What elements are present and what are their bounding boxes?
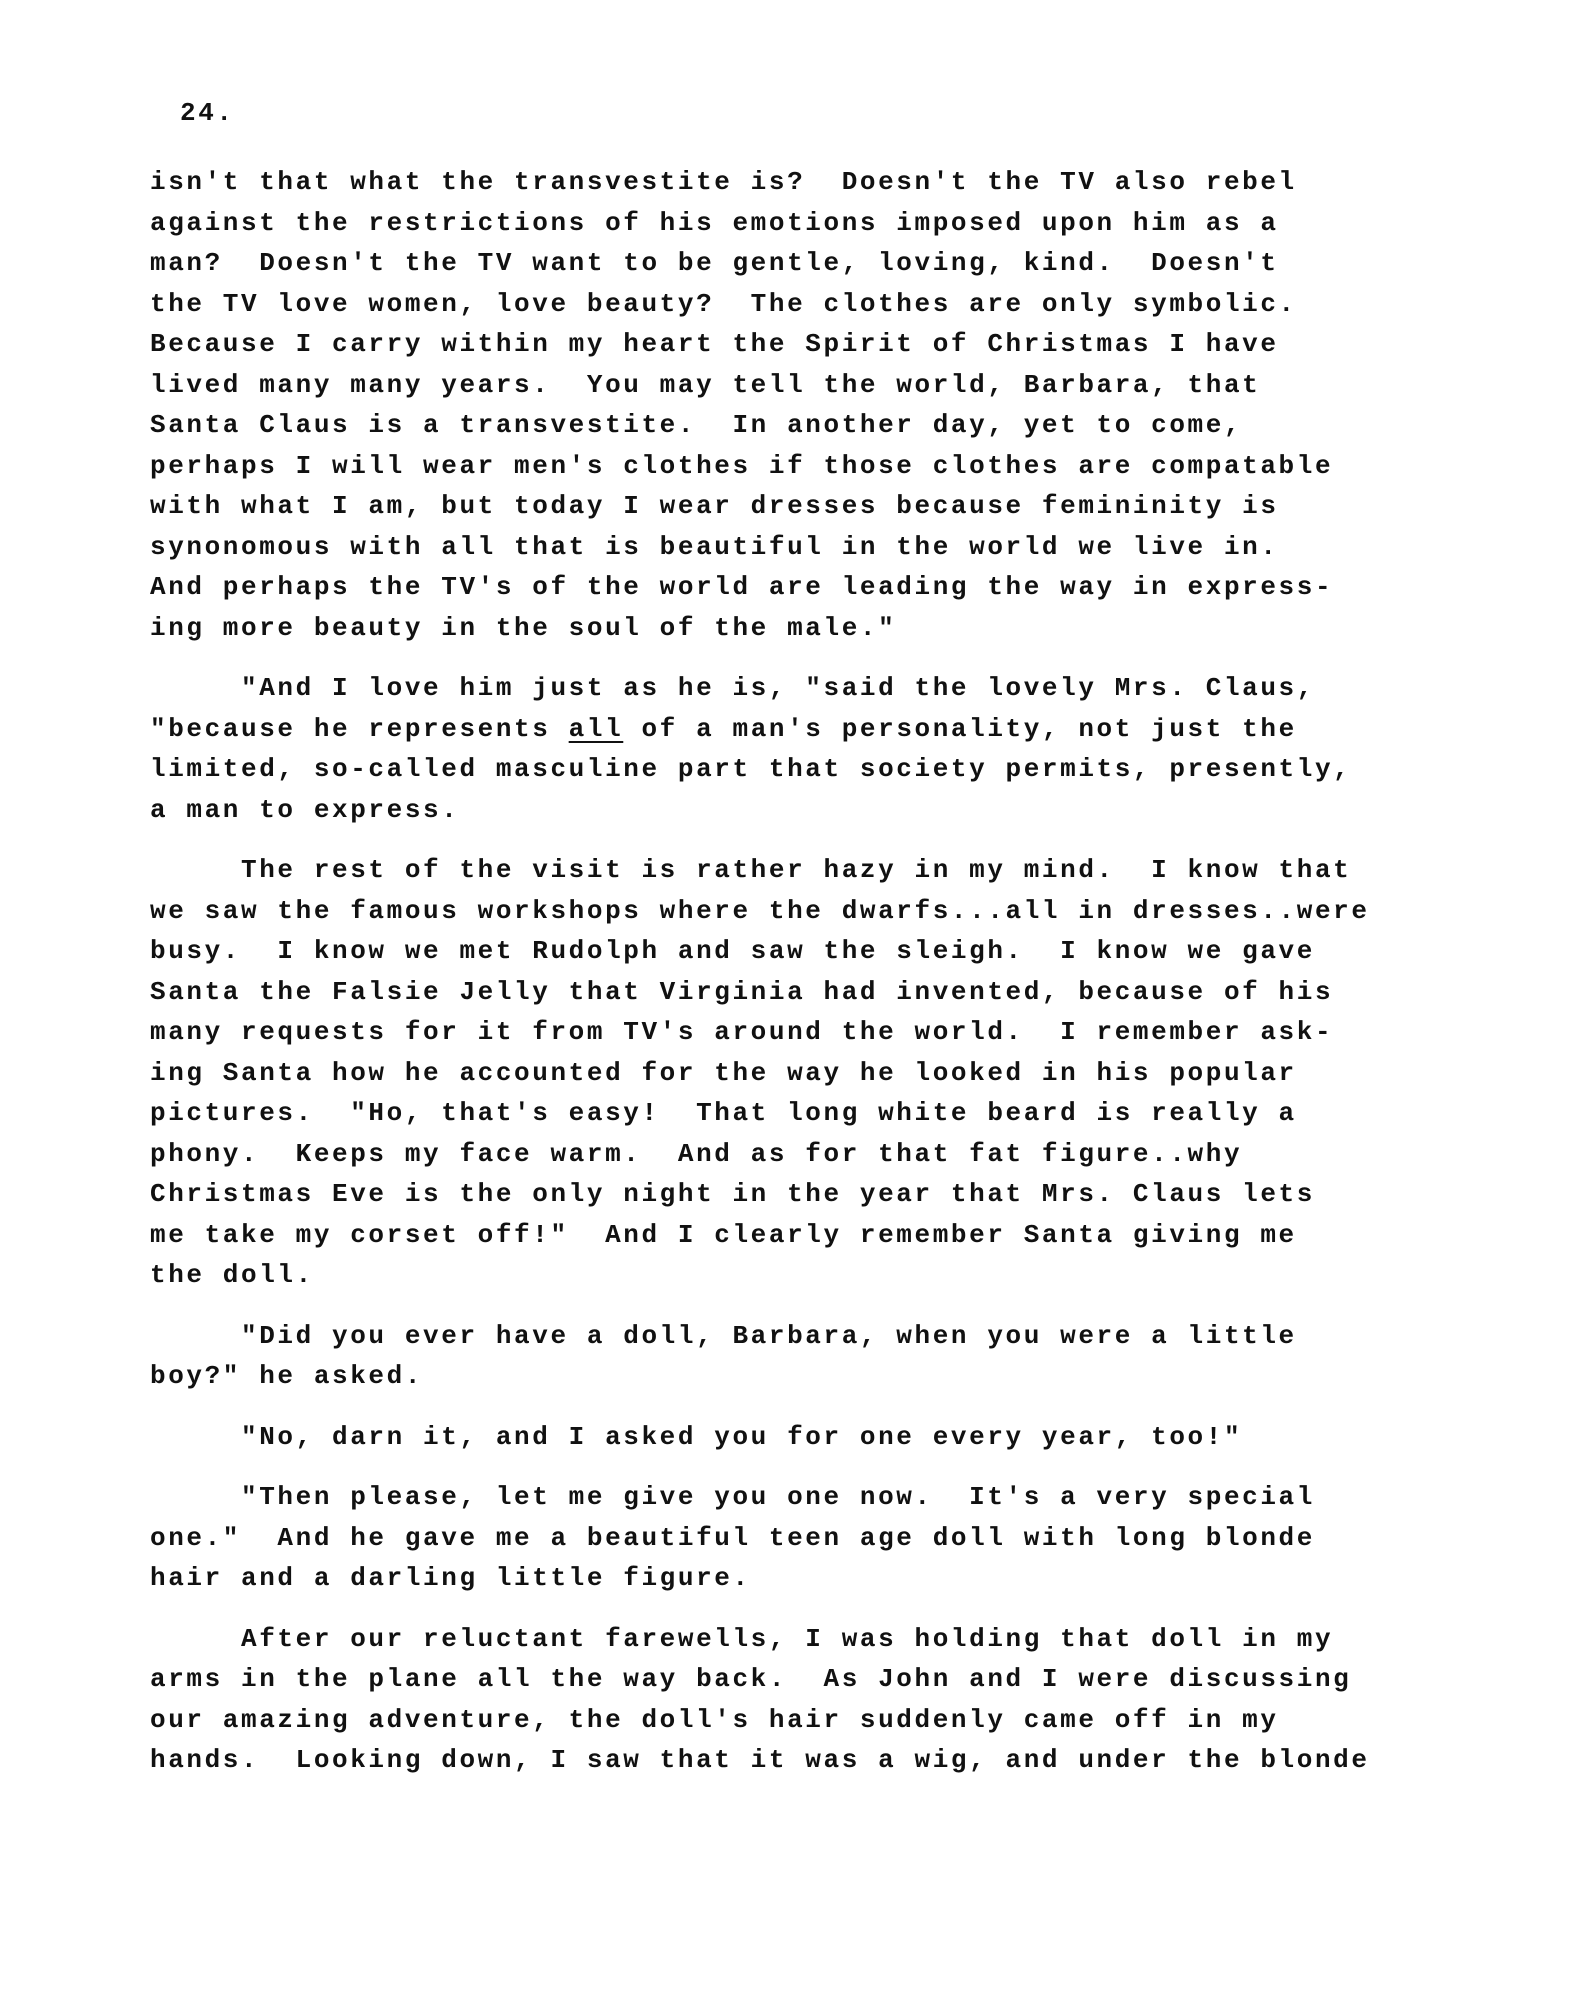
- text-segment: of a man's personality, not just the: [623, 713, 1297, 744]
- text-line: hair and a darling little figure.: [150, 1563, 751, 1593]
- text-line: ing more beauty in the soul of the male.": [150, 612, 897, 643]
- text-line: "And I love him just as he is, "said the lovely Mrs. Claus,: [150, 673, 1315, 703]
- text-line: After our reluctant farewells, I was holding that doll in my: [150, 1623, 1334, 1654]
- text-line: Santa Claus is a transvestite. In another day, yet to come,: [150, 410, 1243, 440]
- text-line: the doll.: [150, 1260, 314, 1290]
- paragraph-mrs-claus: [150, 668, 1550, 830]
- text-line: arms in the plane all the way back. As John and I were discussing: [150, 1664, 1352, 1694]
- paragraph-doll-gift: [150, 1477, 1550, 1599]
- paragraph-gap: [150, 1296, 1550, 1316]
- text-line: boy?" he asked.: [150, 1361, 424, 1391]
- text-line: many requests for it from TV's around the world. I remember ask-: [150, 1017, 1334, 1047]
- text-segment: "because he represents: [150, 713, 569, 744]
- paragraph-farewell: [150, 1619, 1550, 1781]
- text-line: Santa the Falsie Jelly that Virginia had invented, because of his: [150, 976, 1334, 1007]
- text-line: isn't that what the transvestite is? Doesn't the TV also rebel: [150, 167, 1297, 197]
- text-line: The rest of the visit is rather hazy in my mind. I know that: [150, 855, 1352, 885]
- text-line: a man to express.: [150, 794, 460, 825]
- text-line: "No, darn it, and I asked you for one every year, too!": [150, 1421, 1243, 1452]
- text-line: limited, so-called masculine part that society permits, presently,: [150, 754, 1352, 784]
- body-text: [150, 162, 1550, 1781]
- paragraph-gap: [150, 830, 1550, 850]
- text-line: me take my corset off!" And I clearly remember Santa giving me: [150, 1219, 1297, 1250]
- text-line: synonomous with all that is beautiful in the world we live in.: [150, 531, 1279, 562]
- paragraph-doll-answer: [150, 1417, 1550, 1458]
- text-line: busy. I know we met Rudolph and saw the sleigh. I know we gave: [150, 936, 1315, 966]
- text-line: the TV love women, love beauty? The clothes are only symbolic.: [150, 288, 1297, 319]
- text-line: "Did you ever have a doll, Barbara, when you were a little: [150, 1320, 1297, 1351]
- text-line: "Then please, let me give you one now. It's a very special: [150, 1482, 1315, 1512]
- text-line: Because I carry within my heart the Spirit of Christmas I have: [150, 329, 1279, 359]
- text-line: against the restrictions of his emotions imposed upon him as a: [150, 207, 1279, 238]
- text-line: with what I am, but today I wear dresses because femininity is: [150, 491, 1279, 521]
- text-line: hands. Looking down, I saw that it was a wig, and under the blonde: [150, 1745, 1370, 1775]
- paragraph-gap: [150, 1457, 1550, 1477]
- text-line-with-emphasis: [150, 709, 1550, 750]
- paragraph-gap: [150, 1397, 1550, 1417]
- text-line: one." And he gave me a beautiful teen age doll with long blonde: [150, 1522, 1315, 1553]
- text-line: pictures. "Ho, that's easy! That long white beard is really a: [150, 1098, 1297, 1128]
- text-line: phony. Keeps my face warm. And as for that fat figure..why: [150, 1138, 1243, 1169]
- paragraph-gap: [150, 648, 1550, 668]
- page-number: 24.: [180, 98, 235, 128]
- text-line: ing Santa how he accounted for the way he looked in his popular: [150, 1057, 1297, 1088]
- paragraph-santa-speech: [150, 162, 1550, 648]
- text-line: perhaps I will wear men's clothes if those clothes are compatable: [150, 450, 1334, 481]
- paragraph-gap: [150, 1599, 1550, 1619]
- text-line: Christmas Eve is the only night in the year that Mrs. Claus lets: [150, 1179, 1315, 1209]
- text-line: man? Doesn't the TV want to be gentle, loving, kind. Doesn't: [150, 248, 1279, 278]
- text-line: we saw the famous workshops where the dwarfs...all in dresses..were: [150, 895, 1370, 926]
- paragraph-visit: [150, 850, 1550, 1296]
- underlined-word: all: [568, 713, 624, 744]
- text-line: our amazing adventure, the doll's hair suddenly came off in my: [150, 1704, 1279, 1735]
- text-line: And perhaps the TV's of the world are leading the way in express-: [150, 572, 1334, 602]
- paragraph-doll-question: [150, 1316, 1550, 1397]
- text-line: lived many many years. You may tell the world, Barbara, that: [150, 369, 1261, 400]
